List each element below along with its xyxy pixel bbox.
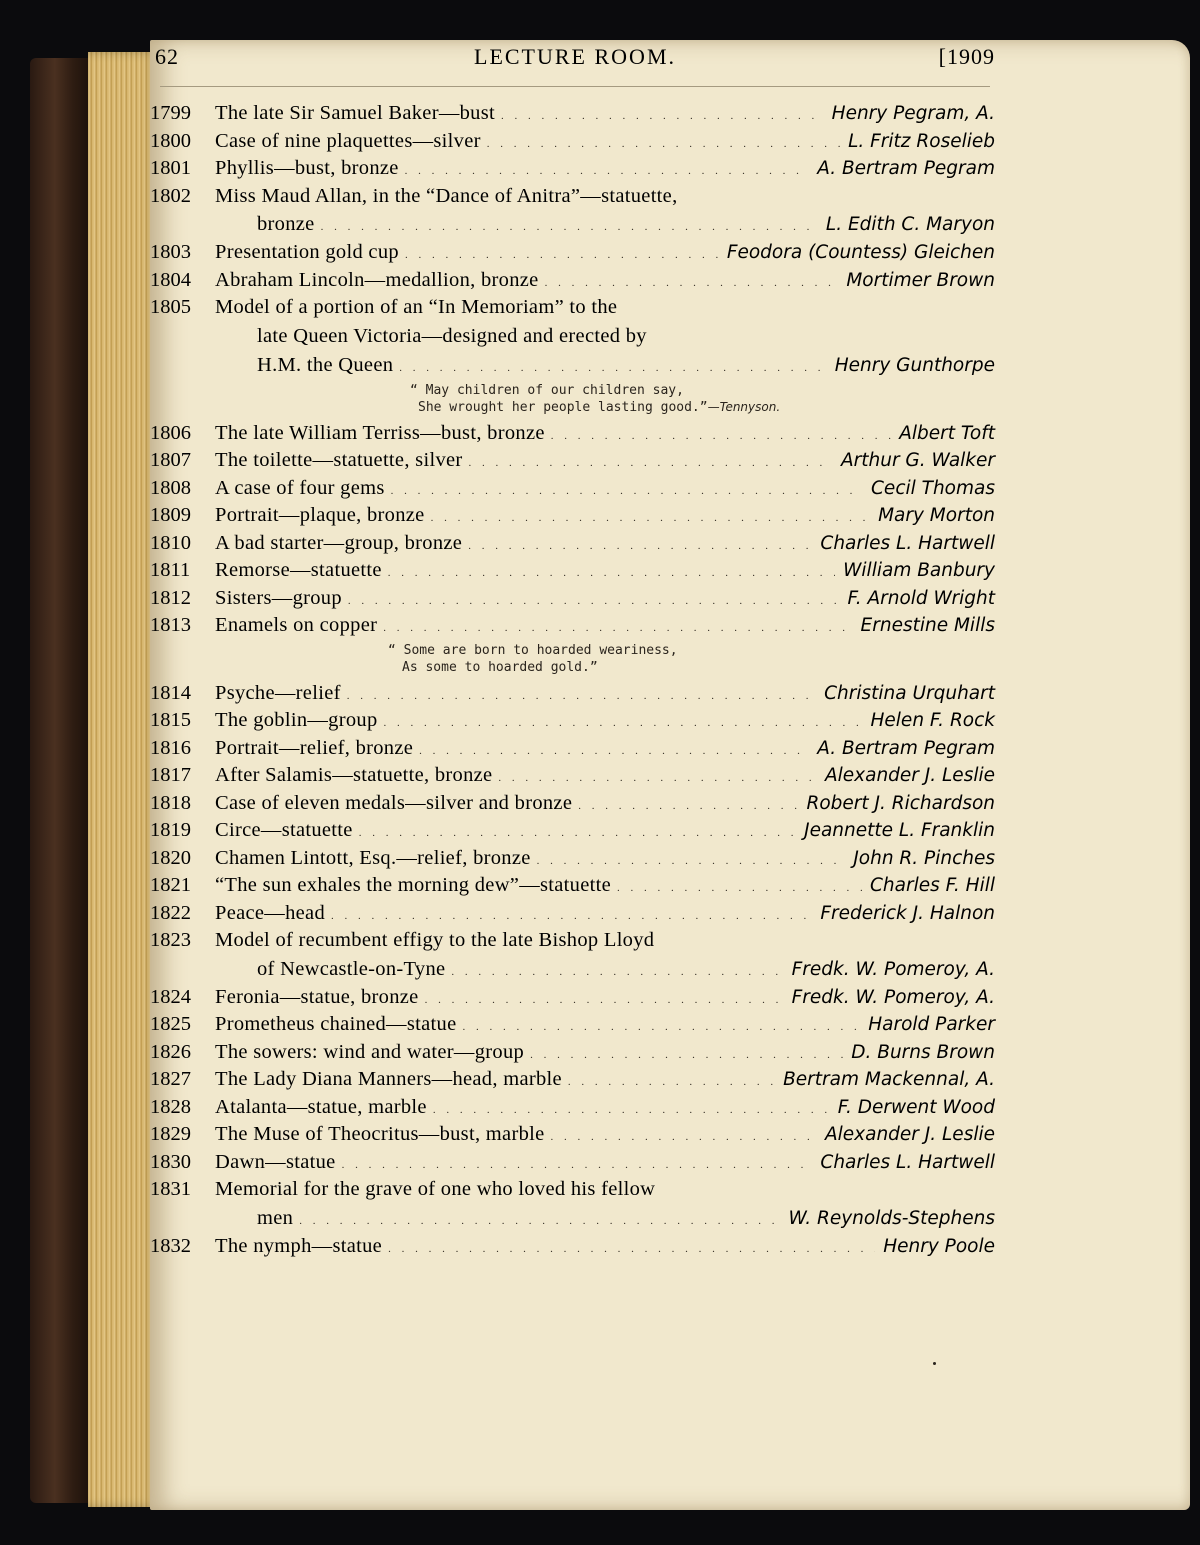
catalogue-entry xyxy=(150,762,995,790)
catalogue-number: 1816 xyxy=(150,736,191,759)
leader-dots xyxy=(348,585,840,616)
leader-dots xyxy=(384,707,863,738)
leader-dots xyxy=(537,845,846,876)
artist-name: Arthur G. Walker xyxy=(840,450,995,471)
leader-dots xyxy=(425,984,784,1015)
leader-dots xyxy=(299,1204,780,1236)
leader-dots xyxy=(321,210,818,242)
catalogue-entry xyxy=(150,155,995,183)
catalogue-list xyxy=(150,100,995,1260)
entry-title: of Newcastle-on-Tyne xyxy=(257,957,446,980)
artist-name: Charles L. Hartwell xyxy=(820,532,995,554)
leader-dots xyxy=(578,790,798,821)
artist-name: Harold Parker xyxy=(868,1014,995,1035)
catalogue-entry xyxy=(150,585,995,613)
leader-dots xyxy=(451,955,783,987)
leader-dots xyxy=(551,420,891,451)
catalogue-number: 1826 xyxy=(150,1040,191,1063)
catalogue-entry xyxy=(150,680,995,708)
entry-title: Portrait—relief, bronze xyxy=(215,736,414,759)
leader-dots xyxy=(388,1233,875,1264)
quote-line: As some to hoarded gold.” xyxy=(402,659,598,675)
leader-dots xyxy=(551,1121,817,1152)
catalogue-entry xyxy=(150,502,995,530)
entry-title: Remorse—statuette xyxy=(215,559,382,581)
leader-dots xyxy=(347,680,816,711)
entry-title: A bad starter—group, bronze xyxy=(215,531,463,554)
page-number: 62 xyxy=(155,44,179,69)
catalogue-number: 1819 xyxy=(150,819,191,841)
leader-dots xyxy=(462,1011,860,1042)
leader-dots xyxy=(383,612,852,643)
catalogue-number: 1822 xyxy=(150,901,191,924)
catalogue-entry xyxy=(150,872,995,900)
entry-title: Enamels on copper xyxy=(215,614,378,636)
catalogue-entry xyxy=(150,1176,995,1204)
catalogue-entry xyxy=(150,817,995,845)
catalogue-number: 1800 xyxy=(150,129,191,152)
entry-title: bronze xyxy=(257,213,315,235)
page-header xyxy=(155,44,995,84)
catalogue-entry xyxy=(150,1204,995,1233)
catalogue-number: 1828 xyxy=(150,1095,191,1118)
artist-name: A. Bertram Pegram xyxy=(817,158,995,179)
artist-name: Mary Morton xyxy=(878,505,995,526)
artist-name: W. Reynolds-Stephens xyxy=(788,1207,995,1229)
leader-dots xyxy=(391,475,863,506)
catalogue-entry xyxy=(150,322,995,351)
artist-name: Feodora (Countess) Gleichen xyxy=(726,242,995,263)
artist-name: Jeannette L. Franklin xyxy=(804,820,995,841)
leader-dots xyxy=(545,267,839,298)
leader-dots xyxy=(501,100,824,131)
quote-line-text: She wrought her people lasting good.” xyxy=(418,399,708,415)
entry-title: The toilette—statuette, silver xyxy=(215,449,463,471)
catalogue-number: 1823 xyxy=(150,929,191,951)
ink-speck xyxy=(933,1362,936,1365)
catalogue-entry xyxy=(150,1066,995,1094)
artist-name: Ernestine Mills xyxy=(860,615,995,636)
catalogue-entry xyxy=(150,351,995,380)
entry-title: Case of eleven medals—silver and bronze xyxy=(215,791,573,814)
catalogue-number: 1827 xyxy=(150,1068,191,1090)
entry-title: Prometheus chained—statue xyxy=(215,1013,457,1035)
artist-name: Charles F. Hill xyxy=(870,875,995,896)
catalogue-group-b xyxy=(150,420,995,640)
catalogue-number: 1832 xyxy=(150,1234,191,1257)
entry-title: Presentation gold cup xyxy=(215,241,399,263)
entry-title: Feronia—statue, bronze xyxy=(215,985,419,1008)
leader-dots xyxy=(498,762,817,793)
entry-title: Sisters—group xyxy=(215,586,342,609)
catalogue-entry xyxy=(150,447,995,475)
artist-name: Fredk. W. Pomeroy, A. xyxy=(791,986,995,1008)
entry-title: men xyxy=(257,1206,294,1229)
catalogue-entry xyxy=(150,927,995,955)
leader-dots xyxy=(468,530,812,561)
entry-title: Phyllis—bust, bronze xyxy=(215,157,399,179)
catalogue-number: 1829 xyxy=(150,1123,191,1145)
entry-title: Portrait—plaque, bronze xyxy=(215,504,425,526)
leader-dots xyxy=(388,557,835,588)
catalogue-entry xyxy=(150,1121,995,1149)
artist-name: Alexander J. Leslie xyxy=(824,1124,995,1145)
catalogue-number: 1831 xyxy=(150,1178,191,1200)
entry-title: Model of recumbent effigy to the late Bishop Lloyd xyxy=(215,929,655,951)
quote-line: “ Some are born to hoarded weariness, xyxy=(388,642,678,658)
entry-title: Dawn—statue xyxy=(215,1150,336,1173)
artist-name: Frederick J. Halnon xyxy=(820,902,995,924)
entry-title: Miss Maud Allan, in the “Dance of Anitra”—statuette, xyxy=(215,184,678,207)
leader-dots xyxy=(419,735,809,766)
artist-name: Henry Gunthorpe xyxy=(834,354,995,376)
entry-title: The nymph—statue xyxy=(215,1234,383,1257)
entry-title: The sowers: wind and water—group xyxy=(215,1040,525,1063)
entry-title: The late William Terriss—bust, bronze xyxy=(215,421,545,444)
entry-title: Model of a portion of an “In Memoriam” to the xyxy=(215,296,618,318)
leader-dots xyxy=(405,155,810,186)
catalogue-number: 1803 xyxy=(150,241,191,263)
catalogue-entry xyxy=(150,530,995,558)
artist-name: Henry Pegram, A. xyxy=(831,103,995,124)
leader-dots xyxy=(433,1094,830,1125)
catalogue-number: 1802 xyxy=(150,184,191,207)
gold-quote xyxy=(150,642,995,676)
catalogue-group-a xyxy=(150,100,995,380)
entry-title: After Salamis—statuette, bronze xyxy=(215,764,493,786)
leader-dots xyxy=(469,447,833,478)
artist-name: F. Arnold Wright xyxy=(847,587,995,609)
running-title: LECTURE ROOM. xyxy=(474,44,676,69)
catalogue-entry xyxy=(150,1233,995,1261)
catalogue-group-c xyxy=(150,680,995,1261)
catalogue-number: 1812 xyxy=(150,586,191,609)
leader-dots xyxy=(399,351,826,383)
leader-dots xyxy=(530,1039,843,1070)
artist-name: Bertram Mackennal, A. xyxy=(783,1069,995,1090)
catalogue-number: 1813 xyxy=(150,614,191,636)
artist-name: Albert Toft xyxy=(899,422,995,444)
catalogue-number: 1808 xyxy=(150,476,191,499)
entry-title: H.M. the Queen xyxy=(257,353,394,376)
leader-dots xyxy=(431,502,871,533)
entry-title: A case of four gems xyxy=(215,476,385,499)
catalogue-entry xyxy=(150,1039,995,1067)
catalogue-number: 1804 xyxy=(150,268,191,291)
entry-title: The Lady Diana Manners—head, marble xyxy=(215,1068,562,1090)
catalogue-number: 1814 xyxy=(150,681,191,704)
catalogue-entry xyxy=(150,845,995,873)
entry-title: Memorial for the grave of one who loved his fellow xyxy=(215,1178,656,1200)
entry-title: Circe—statuette xyxy=(215,819,353,841)
quote-attribution: —Tennyson. xyxy=(707,399,781,414)
page-edges xyxy=(88,52,158,1507)
catalogue-entry xyxy=(150,557,995,585)
artist-name: L. Fritz Roselieb xyxy=(848,130,995,152)
leader-dots xyxy=(405,239,719,270)
quote-line xyxy=(150,399,995,416)
catalogue-entry xyxy=(150,183,995,211)
catalogue-entry xyxy=(150,100,995,128)
catalogue-entry xyxy=(150,420,995,448)
entry-title: The Muse of Theocritus—bust, marble xyxy=(215,1123,545,1145)
catalogue-number: 1810 xyxy=(150,531,191,554)
entry-title: Chamen Lintott, Esq.—relief, bronze xyxy=(215,846,531,869)
artist-name: Helen F. Rock xyxy=(870,710,995,731)
leader-dots xyxy=(568,1066,775,1097)
book-spine xyxy=(30,58,92,1503)
quote-line: “ May children of our children say, xyxy=(410,382,684,398)
catalogue-number: 1820 xyxy=(150,846,191,869)
entry-title: The goblin—group xyxy=(215,709,378,731)
tennyson-quote xyxy=(150,382,995,416)
catalogue-number: 1805 xyxy=(150,296,191,318)
catalogue-entry xyxy=(150,1149,995,1177)
catalogue-number: 1815 xyxy=(150,709,191,731)
catalogue-number: 1799 xyxy=(150,102,191,124)
entry-title: Abraham Lincoln—medallion, bronze xyxy=(215,268,539,291)
catalogue-entry xyxy=(150,900,995,928)
catalogue-number: 1818 xyxy=(150,791,191,814)
catalogue-entry xyxy=(150,128,995,156)
artist-name: F. Derwent Wood xyxy=(837,1096,995,1118)
catalogue-entry xyxy=(150,475,995,503)
artist-name: L. Edith C. Maryon xyxy=(825,214,995,235)
catalogue-entry xyxy=(150,955,995,984)
artist-name: Robert J. Richardson xyxy=(806,792,995,814)
artist-name: Fredk. W. Pomeroy, A. xyxy=(791,958,995,980)
entry-title: “The sun exhales the morning dew”—statuette xyxy=(215,874,612,896)
catalogue-entry xyxy=(150,984,995,1012)
entry-title: Psyche—relief xyxy=(215,681,341,704)
artist-name: William Banbury xyxy=(843,560,995,581)
artist-name: A. Bertram Pegram xyxy=(817,737,995,759)
artist-name: Cecil Thomas xyxy=(871,477,995,499)
leader-dots xyxy=(359,817,796,848)
catalogue-number: 1806 xyxy=(150,421,191,444)
leader-dots xyxy=(342,1149,813,1180)
leader-dots xyxy=(487,128,840,159)
leader-dots xyxy=(331,900,812,931)
catalogue-entry xyxy=(150,707,995,735)
catalogue-entry xyxy=(150,612,995,640)
catalogue-entry xyxy=(150,239,995,267)
entry-title: late Queen Victoria—designed and erected by xyxy=(257,324,647,347)
artist-name: Christina Urquhart xyxy=(824,682,995,704)
artist-name: Charles L. Hartwell xyxy=(820,1151,995,1173)
catalogue-entry xyxy=(150,735,995,763)
catalogue-number: 1809 xyxy=(150,504,191,526)
header-rule xyxy=(160,86,990,87)
catalogue-entry xyxy=(150,294,995,322)
catalogue-number: 1825 xyxy=(150,1013,191,1035)
catalogue-number: 1811 xyxy=(150,559,191,581)
catalogue-number: 1817 xyxy=(150,764,191,786)
entry-title: The late Sir Samuel Baker—bust xyxy=(215,102,495,124)
catalogue-entry xyxy=(150,1011,995,1039)
artist-name: Henry Poole xyxy=(883,1235,995,1257)
artist-name: Mortimer Brown xyxy=(846,269,995,291)
artist-name: Alexander J. Leslie xyxy=(824,765,995,786)
catalogue-entry xyxy=(150,210,995,239)
entry-title: Atalanta—statue, marble xyxy=(215,1095,427,1118)
catalogue-entry xyxy=(150,267,995,295)
catalogue-number: 1830 xyxy=(150,1150,191,1173)
artist-name: John R. Pinches xyxy=(853,847,995,869)
entry-title: Peace—head xyxy=(215,901,325,924)
artist-name: D. Burns Brown xyxy=(851,1041,995,1063)
catalogue-entry xyxy=(150,790,995,818)
catalogue-number: 1801 xyxy=(150,157,191,179)
catalogue-number: 1807 xyxy=(150,449,191,471)
catalogue-entry xyxy=(150,1094,995,1122)
entry-title: Case of nine plaquettes—silver xyxy=(215,129,481,152)
leader-dots xyxy=(617,872,862,903)
catalogue-number: 1821 xyxy=(150,874,191,896)
catalogue-number: 1824 xyxy=(150,985,191,1008)
header-year: [1909 xyxy=(938,44,995,69)
